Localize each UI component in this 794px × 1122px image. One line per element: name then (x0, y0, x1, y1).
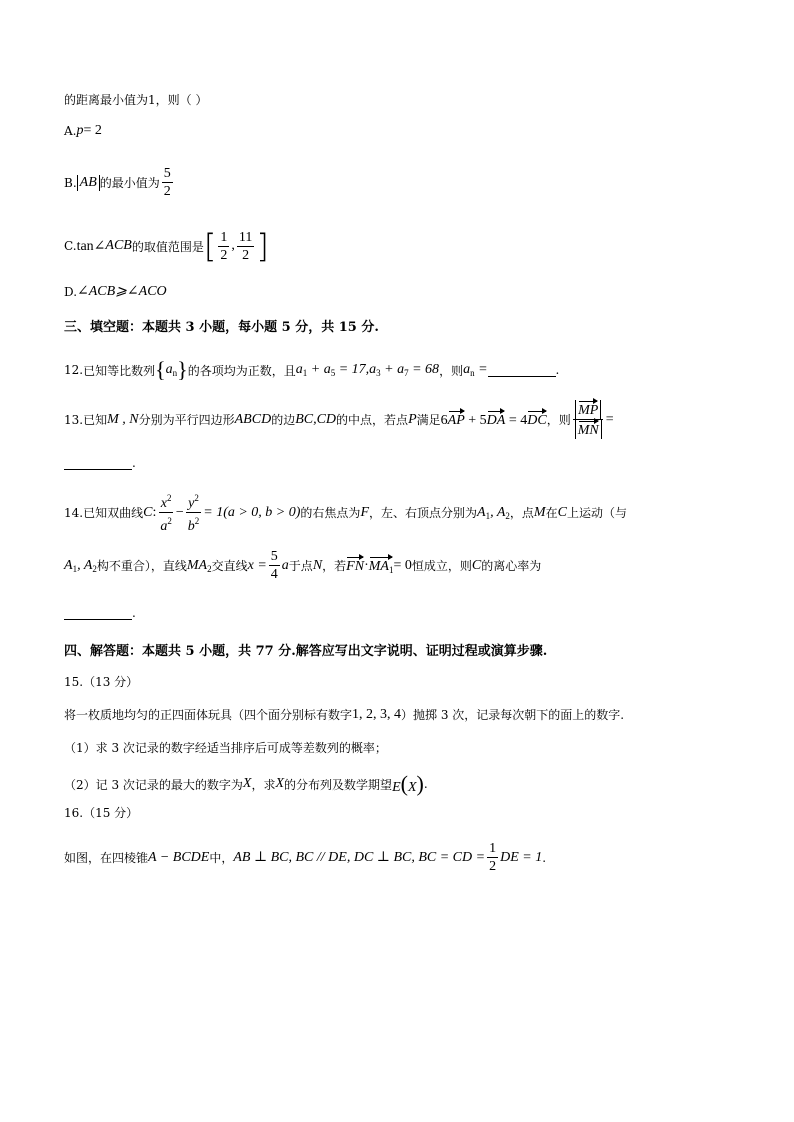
q12-an: $a_n$ = (463, 362, 488, 378)
vector-fn: FN (346, 556, 364, 575)
q14-l2-text-4: ，若 (322, 559, 347, 573)
question-16-stem (64, 840, 546, 875)
q14-c-2: C (557, 504, 567, 520)
question-16-head (64, 804, 138, 821)
q14-frac-x: $\frac{x^2}{a^2}$ (158, 490, 174, 535)
q16-pyramid: A − BCDE (148, 849, 210, 865)
q13-ratio (573, 400, 604, 439)
option-a-p: p (76, 123, 84, 138)
section-4-heading (64, 640, 547, 659)
option-c-text: 的取值范围是 (131, 239, 204, 254)
vector-dc: DC (527, 410, 546, 429)
q14-f: F (360, 504, 369, 520)
q14-a-var: a (281, 557, 289, 573)
option-c-den-2: 2 (242, 247, 250, 263)
q14-number: 14. (64, 505, 84, 520)
q14-l2-text-1: 构不重合），直线 (96, 559, 187, 573)
option-c-den-1: 2 (220, 247, 228, 263)
q12-condition: $a_1 + a_5 = 17,a_3 + a_7 = 68$ (295, 362, 440, 378)
option-c-label: C. (64, 239, 77, 253)
option-b-fraction (162, 165, 173, 200)
q12-text-1: 已知等比数列 (83, 363, 156, 378)
q13-text-1: 已知 (83, 413, 108, 427)
option-c (64, 226, 269, 266)
q16-text-2: 中， (209, 851, 234, 865)
q15-nums: 1, 2, 3, 4 (352, 706, 402, 722)
option-b-label: B. (64, 175, 77, 190)
option-c-num-2: 11 (238, 229, 253, 245)
q14-text-1: 已知双曲线 (83, 506, 144, 520)
q16-frac-half: $\frac{1}{2}$ (489, 841, 497, 874)
q14-m: M (533, 504, 546, 520)
q14-dot: · (364, 557, 369, 573)
option-a-label: A. (64, 124, 77, 138)
vector-mp: MP (578, 400, 598, 419)
q14-text-3: ，左、右顶点分别为 (369, 506, 478, 520)
comma-glyph: , (231, 238, 235, 253)
option-b-text: 的最小值为 (99, 176, 160, 190)
q16-condition: AB ⊥ BC, BC // DE, DC ⊥ BC, BC = CD = (233, 850, 486, 865)
option-c-fraction-1 (218, 229, 229, 264)
q14-c-3: C (471, 557, 482, 573)
q15-end: . (423, 777, 428, 791)
q13-abcd: ABCD (234, 411, 272, 427)
q14-l2-text-6: 的离心率为 (481, 559, 542, 573)
q16-tail: DE = 1 (500, 849, 543, 865)
q14-text-4: ，点 (509, 506, 534, 520)
q13-text-2: 分别为平行四边形 (138, 413, 235, 427)
right-bracket-icon: ] (256, 227, 269, 265)
option-b-numerator: 5 (163, 166, 171, 181)
q16-text-1: 如图，在四棱锥 (64, 851, 149, 865)
q13-text-6: ，则 (546, 413, 571, 427)
q14-a1a2-2: $A_1$, $A_2$ (64, 557, 97, 574)
q11-tail-text: 的距离最小值为1，则（ ） (64, 93, 208, 107)
left-brace-icon: { (155, 357, 166, 382)
q13-text-3: 的边 (271, 413, 296, 427)
q15-expectation: E(X) (392, 771, 424, 796)
q13-equals: = (605, 411, 614, 427)
vector-ma1: $MA_1$ (369, 556, 394, 575)
right-brace-icon: } (177, 357, 188, 382)
q13-text-5: 满足 (416, 413, 441, 427)
q14-text-2: 的右焦点为 (300, 506, 361, 520)
option-d-expr: ∠ACB⩾∠ACO (77, 284, 167, 299)
q16-head-text: 16.（15 分） (64, 806, 139, 820)
q14-c: C (143, 504, 153, 520)
q14-text-6: 上运动（与 (566, 506, 627, 520)
q14-end: . (132, 606, 136, 620)
option-c-num-1: 1 (220, 229, 228, 245)
q15-part-1-text: （1）求 3 次记录的数字经适当排序后可成等差数列的概率； (64, 741, 387, 755)
option-c-acb: ACB (105, 238, 132, 253)
q12-seq: $a_n$ (165, 362, 178, 378)
question-12 (64, 357, 559, 383)
section-3-heading-text: 三、填空题：本题共 3 小题，每小题 5 分，共 15 分. (64, 320, 379, 335)
option-c-fraction-2 (237, 229, 254, 264)
q14-l2-text-3: 于点 (288, 559, 313, 573)
q14-l2-text-2: 交直线 (211, 559, 248, 573)
question-15-stem (64, 706, 624, 723)
q14-zero: = 0 (393, 557, 412, 573)
q15-head-text: 15.（13 分） (64, 675, 139, 689)
q16-end: . (542, 850, 547, 865)
q15-part-2-text-c: 的分布列及数学期望 (284, 777, 393, 792)
q14-line-2 (64, 548, 541, 583)
q14-text-5: 在 (545, 506, 558, 520)
q14-l2-text-5: 恒成立，则 (411, 559, 472, 573)
q14-answer-blank[interactable] (64, 607, 132, 620)
q14-ma2: $MA_2$ (186, 557, 212, 574)
question-13 (64, 400, 614, 439)
q12-number: 12. (64, 363, 84, 377)
q13-bccd: BC,CD (295, 411, 337, 427)
q14-frac-5-4: $\frac{5}{4}$ (270, 549, 278, 582)
option-a (64, 123, 102, 139)
q13-answer-line (64, 456, 136, 470)
section-4-heading-text: 四、解答题：本题共 5 小题，共 77 分.解答应写出文字说明、证明过程或演算步骤. (64, 644, 548, 659)
q13-answer-blank[interactable] (64, 457, 132, 470)
q15-stem-1: 将一枚质地均匀的正四面体玩具（四个面分别标有数字 (64, 708, 353, 722)
option-d (64, 283, 167, 300)
vector-ap: AP (448, 410, 465, 429)
q13-end: . (132, 456, 136, 470)
q14-a1a2: $A_1$, $A_2$ (477, 504, 510, 521)
q14-colon: : (152, 504, 157, 520)
question-14 (64, 490, 627, 535)
q12-text-2: 的各项均为正数，且 (187, 363, 296, 378)
q13-mn: M , N (107, 411, 139, 427)
q15-x: X (242, 776, 252, 791)
option-c-tan: tan∠ (76, 238, 106, 254)
q15-x-2: X (275, 776, 285, 791)
q15-part-2-text-a: （2）记 3 次记录的最大的数字为 (64, 777, 243, 792)
q14-minus: − (175, 504, 184, 520)
q13-vector-equation: 6AP + 5DA = 4DC (441, 410, 547, 429)
q13-text-4: 的中点，若点 (336, 413, 409, 427)
q13-p: P (408, 411, 417, 427)
q15-part-2-text-b: ，求 (251, 777, 276, 792)
question-15-head (64, 673, 138, 690)
vector-da: DA (487, 410, 506, 429)
left-bracket-icon: [ (203, 227, 217, 265)
option-a-eq: = 2 (83, 123, 102, 138)
q12-end: . (555, 363, 560, 377)
option-b-denominator: 2 (163, 184, 171, 199)
option-b-abs-ab: AB (77, 175, 100, 191)
q14-answer-line (64, 606, 136, 620)
option-d-label: D. (64, 284, 78, 299)
vector-mn: MN (578, 420, 599, 439)
q15-stem-2: ）抛掷 3 次，记录每次朝下的面上的数字. (401, 708, 625, 722)
question-15-part-2 (64, 771, 428, 797)
q11-continuation (64, 91, 207, 108)
option-b (64, 165, 175, 200)
q14-x-eq: x = (247, 557, 267, 573)
section-3-heading (64, 316, 379, 335)
q14-condition: = 1(a > 0, b > 0) (203, 504, 301, 520)
q12-text-3: ，则 (439, 363, 464, 378)
q12-answer-blank[interactable] (488, 364, 556, 377)
q14-n: N (312, 557, 323, 573)
q13-number: 13. (64, 412, 84, 427)
q14-frac-y: $\frac{y^2}{b^2}$ (186, 490, 202, 535)
question-15-part-1 (64, 739, 387, 756)
